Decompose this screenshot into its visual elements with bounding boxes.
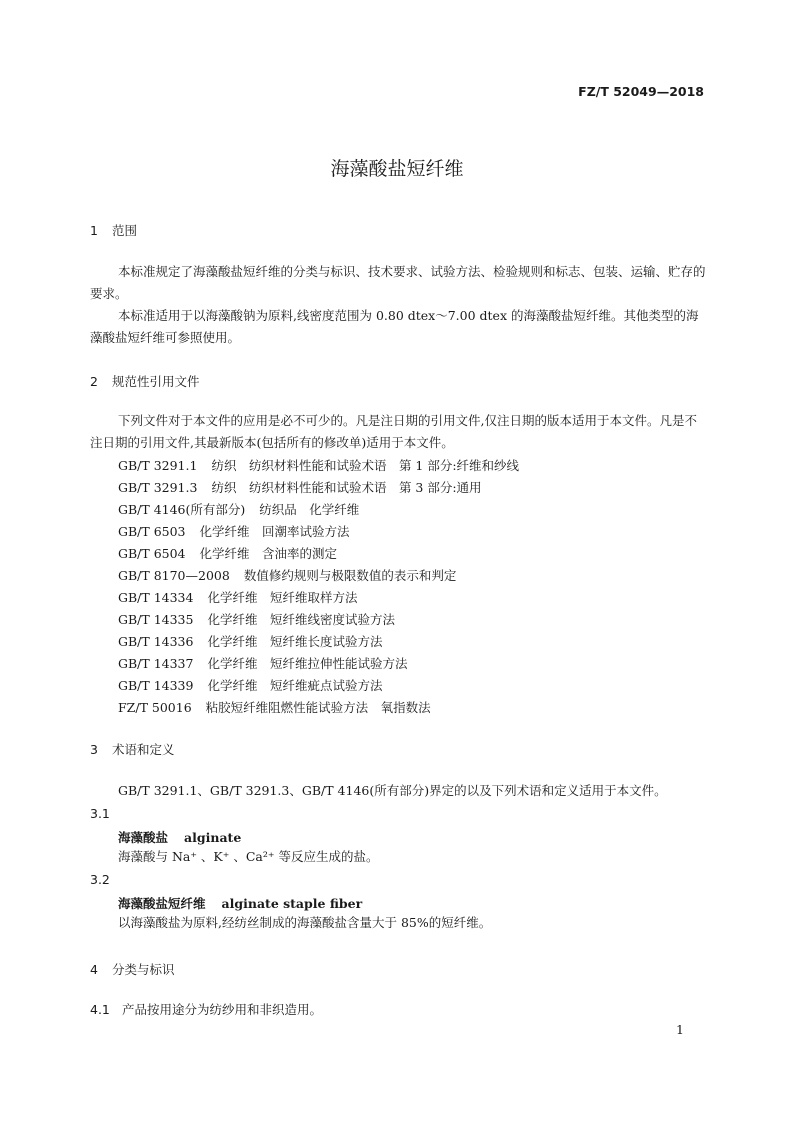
- paragraph: GB/T 3291.1、GB/T 3291.3、GB/T 4146(所有部分)界定的以及下列术语和定义适用于本文件。: [118, 783, 667, 798]
- ref-code: GB/T 14334: [118, 590, 194, 605]
- term-heading: [118, 828, 241, 846]
- section-1-heading: [90, 221, 137, 239]
- clause-4-1: [90, 999, 322, 1021]
- ref-code: GB/T 14339: [118, 678, 194, 693]
- paragraph: 本标准规定了海藻酸盐短纤维的分类与标识、技术要求、试验方法、检验规则和标志、包装、运输、贮存的要求。: [90, 264, 706, 301]
- list-item: [118, 499, 519, 521]
- section-number: 1: [90, 223, 98, 238]
- ref-code: GB/T 14337: [118, 656, 194, 671]
- section-title: 术语和定义: [112, 742, 175, 757]
- normative-references-list: [118, 455, 519, 719]
- term-zh: 海藻酸盐: [118, 830, 169, 845]
- section-2-heading: [90, 372, 200, 390]
- list-item: [118, 697, 519, 719]
- term-en: alginate staple fiber: [221, 896, 363, 911]
- ref-code: GB/T 3291.1: [118, 458, 198, 473]
- list-item: [118, 631, 519, 653]
- ref-code: GB/T 6503: [118, 524, 186, 539]
- ref-code: GB/T 4146(所有部分): [118, 502, 246, 517]
- document-title: 海藻酸盐短纤维: [330, 158, 464, 180]
- paragraph: 下列文件对于本文件的应用是必不可少的。凡是注日期的引用文件,仅注日期的版本适用于本文件。凡是不注日期的引用文件,其最新版本(包括所有的修改单)适用于本文件。: [90, 413, 697, 450]
- ref-title: 数值修约规则与极限数值的表示和判定: [243, 568, 457, 583]
- section-3-heading: [90, 740, 175, 758]
- ref-title: 化学纤维 短纤维拉伸性能试验方法: [207, 656, 408, 671]
- clause-number: 4.1: [90, 1002, 110, 1017]
- ref-title: 化学纤维 回潮率试验方法: [199, 524, 350, 539]
- term-definition: 海藻酸与 Na⁺ 、K⁺ 、Ca²⁺ 等反应生成的盐。: [118, 849, 379, 864]
- ref-code: GB/T 14336: [118, 634, 194, 649]
- ref-code: GB/T 8170—2008: [118, 568, 230, 583]
- section-title: 分类与标识: [112, 962, 175, 977]
- list-item: [118, 675, 519, 697]
- standard-number: FZ/T 52049—2018: [578, 84, 704, 99]
- list-item: [118, 587, 519, 609]
- ref-title: 化学纤维 含油率的测定: [199, 546, 338, 561]
- term-en: alginate: [184, 830, 242, 845]
- ref-title: 纺织品 化学纤维: [259, 502, 360, 517]
- ref-title: 纺织 纺织材料性能和试验术语 第 3 部分:通用: [211, 480, 482, 495]
- section-number: 4: [90, 962, 98, 977]
- ref-title: 化学纤维 短纤维线密度试验方法: [207, 612, 395, 627]
- ref-title: 化学纤维 短纤维长度试验方法: [207, 634, 383, 649]
- paragraph: 本标准适用于以海藻酸钠为原料,线密度范围为 0.80 dtex～7.00 dtex 的海藻酸盐短纤维。其他类型的海藻酸盐短纤维可参照使用。: [90, 308, 699, 345]
- ref-code: GB/T 6504: [118, 546, 186, 561]
- section-title: 规范性引用文件: [112, 374, 200, 389]
- term-number: 3.2: [90, 872, 110, 887]
- ref-title: 粘胶短纤维阻燃性能试验方法 氧指数法: [205, 700, 431, 715]
- list-item: [118, 477, 519, 499]
- section-4-heading: [90, 960, 175, 978]
- ref-title: 化学纤维 短纤维取样方法: [207, 590, 358, 605]
- section-2-intro: [90, 410, 706, 454]
- list-item: [118, 609, 519, 631]
- ref-code: FZ/T 50016: [118, 700, 192, 715]
- list-item: [118, 521, 519, 543]
- list-item: [118, 653, 519, 675]
- term-number: 3.1: [90, 806, 110, 821]
- term-zh: 海藻酸盐短纤维: [118, 896, 206, 911]
- term-heading: [118, 894, 362, 912]
- ref-code: GB/T 3291.3: [118, 480, 198, 495]
- section-3-intro: [90, 780, 706, 802]
- ref-title: 化学纤维 短纤维疵点试验方法: [207, 678, 383, 693]
- list-item: [118, 565, 519, 587]
- list-item: [118, 455, 519, 477]
- list-item: [118, 543, 519, 565]
- section-number: 3: [90, 742, 98, 757]
- section-number: 2: [90, 374, 98, 389]
- ref-code: GB/T 14335: [118, 612, 194, 627]
- section-1-body: [90, 261, 706, 349]
- section-title: 范围: [112, 223, 138, 238]
- term-definition: 以海藻酸盐为原料,经纺丝制成的海藻酸盐含量大于 85%的短纤维。: [118, 915, 492, 930]
- ref-title: 纺织 纺织材料性能和试验术语 第 1 部分:纤维和纱线: [211, 458, 520, 473]
- page-number: 1: [676, 1022, 684, 1037]
- clause-text: 产品按用途分为纺纱用和非织造用。: [122, 1002, 323, 1017]
